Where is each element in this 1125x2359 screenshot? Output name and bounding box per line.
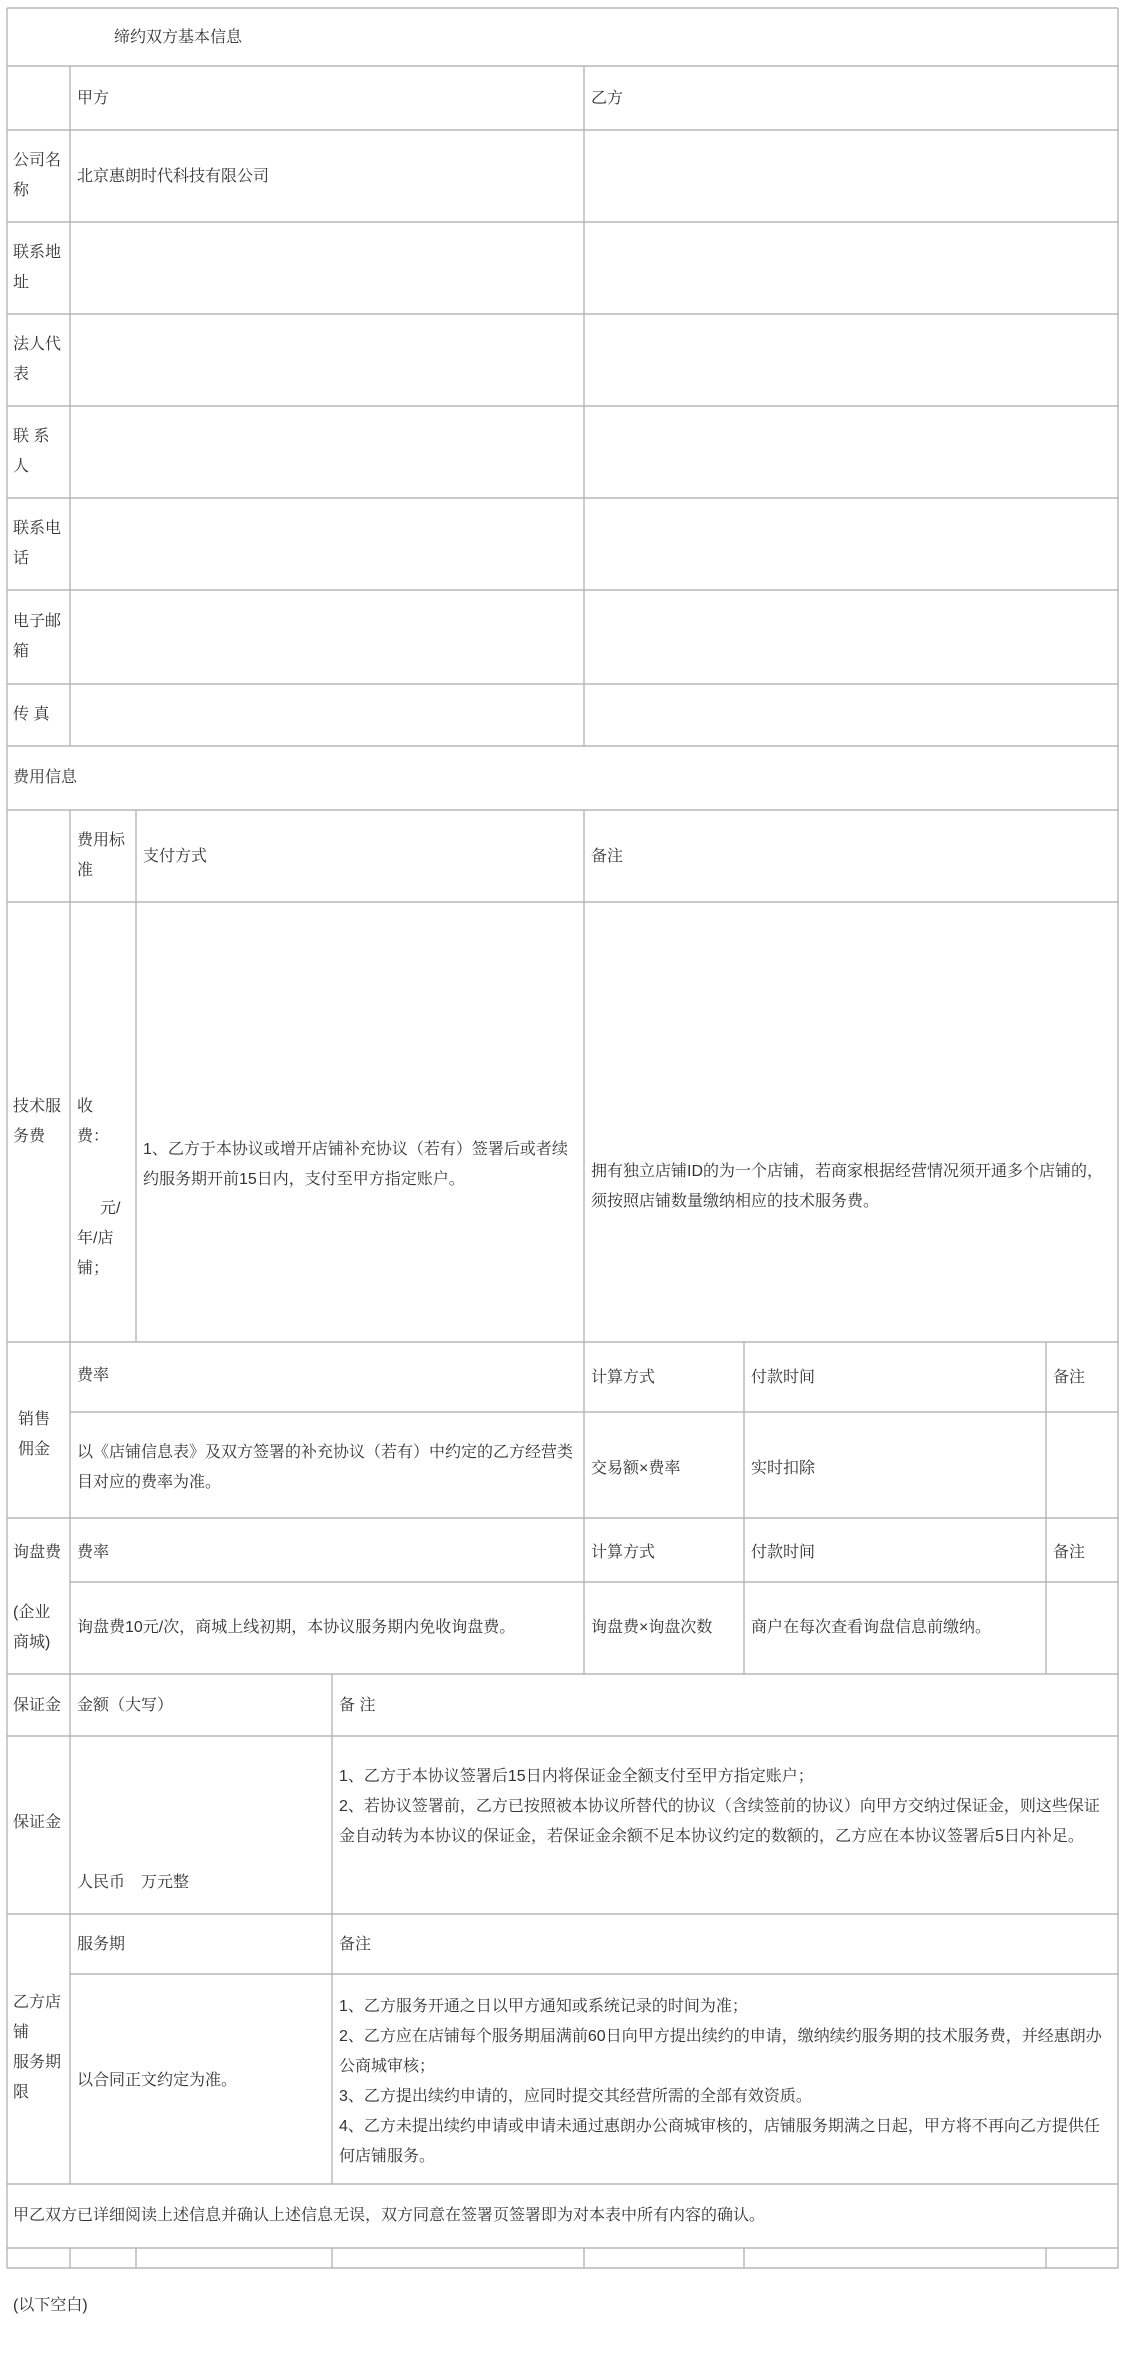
contact-person-label: 联 系 [13, 428, 50, 445]
service-term-label-3: 服务期 [13, 2054, 62, 2071]
footer-blank-note: (以下空白) [13, 2297, 88, 2314]
service-term-label: 乙方店 [13, 1994, 62, 2011]
fee-standard-header-2: 准 [77, 862, 94, 879]
inquiry-fee-label-2: (企业 [13, 1604, 51, 1621]
tech-service-standard-4: 年/店 [77, 1230, 114, 1247]
commission-time-header: 付款时间 [751, 1369, 816, 1386]
inquiry-remark-header: 备注 [1053, 1544, 1086, 1561]
email-label-2: 箱 [13, 643, 30, 660]
fax-label: 传 真 [13, 706, 50, 723]
inquiry-calc-header: 计算方式 [591, 1544, 656, 1561]
inquiry-calc: 询盘费×询盘次数 [591, 1619, 713, 1636]
service-remark-header: 备注 [339, 1936, 372, 1953]
tech-service-remark: 拥有独立店铺ID的为一个店铺，若商家根据经营情况须开通多个店铺的，须按照店铺数量缴纳相应的技术服务费。 [591, 1163, 1104, 1210]
deposit-amount-header: 金额（大写） [77, 1697, 174, 1714]
commission-calc: 交易额×费率 [591, 1460, 681, 1477]
service-term-label-4: 限 [13, 2084, 30, 2101]
legal-rep-label: 法人代 [13, 336, 62, 353]
address-label-2: 址 [13, 274, 30, 291]
address-label: 联系地 [13, 244, 62, 261]
payment-method-header: 支付方式 [143, 848, 208, 865]
deposit-label-2: 保证金 [13, 1814, 62, 1831]
tech-service-payment: 1、乙方于本协议或增开店铺补充协议（若有）签署后或者续约服务期开前15日内，支付至甲方指定账户。 [143, 1141, 568, 1188]
commission-label-2: 佣金 [18, 1441, 51, 1458]
party-b-header: 乙方 [591, 90, 624, 107]
deposit-amount: 人民币 万元整 [77, 1874, 190, 1891]
commission-calc-header: 计算方式 [591, 1369, 656, 1386]
service-remark-3: 3、乙方提出续约申请的，应同时提交其经营所需的全部有效资质。 [339, 2088, 812, 2105]
tech-service-standard-3: 元/ [100, 1200, 121, 1217]
service-period-header: 服务期 [77, 1936, 126, 1953]
inquiry-time: 商户在每次查看询盘信息前缴纳。 [751, 1619, 992, 1636]
commission-remark-header: 备注 [1053, 1369, 1086, 1386]
service-period: 以合同正文约定为准。 [77, 2072, 238, 2089]
tech-service-standard-5: 铺； [77, 1260, 110, 1277]
party-a-header: 甲方 [77, 90, 110, 107]
deposit-label: 保证金 [13, 1697, 62, 1714]
legal-rep-label-2: 表 [13, 366, 30, 383]
tech-service-standard-2: 费： [77, 1128, 110, 1145]
email-label: 电子邮 [13, 613, 62, 630]
party-a-company-name: 北京惠朗时代科技有限公司 [77, 168, 270, 185]
confirmation-text: 甲乙双方已详细阅读上述信息并确认上述信息无误，双方同意在签署页签署即为对本表中所有内容的确认。 [13, 2207, 766, 2224]
tech-service-label: 技术服 [13, 1098, 62, 1115]
tech-service-label-2: 务费 [13, 1128, 46, 1145]
commission-label: 销售 [18, 1411, 51, 1428]
inquiry-fee-label: 询盘费 [13, 1544, 62, 1561]
inquiry-rate-header: 费率 [77, 1544, 110, 1561]
service-remark-1: 1、乙方服务开通之日以甲方通知或系统记录的时间为准； [339, 1998, 748, 2015]
commission-rate-header: 费率 [77, 1367, 110, 1384]
commission-time: 实时扣除 [751, 1460, 816, 1477]
tech-service-standard: 收 [77, 1098, 94, 1115]
service-term-label-2: 铺 [13, 2024, 30, 2041]
fee-standard-header: 费用标 [77, 832, 126, 849]
company-name-label-2: 称 [13, 182, 30, 199]
contact-person-label-2: 人 [13, 458, 30, 475]
deposit-remark-2: 2、若协议签署前，乙方已按照被本协议所替代的协议（含续签前的协议）向甲方交纳过保证金，则这些保证金自动转为本协议的保证金，若保证金余额不足本协议约定的数额的，乙方应在本协议签署后5日内补足。 [339, 1798, 1100, 1845]
basic-info-heading: 缔约双方基本信息 [114, 29, 243, 46]
service-remark-4: 4、乙方未提出续约申请或申请未通过惠朗办公商城审核的，店铺服务期满之日起，甲方将不再向乙方提供任何店铺服务。 [339, 2118, 1100, 2165]
inquiry-fee-label-3: 商城) [13, 1634, 51, 1651]
fee-remark-header: 备注 [591, 848, 624, 865]
inquiry-rate: 询盘费10元/次，商城上线初期，本协议服务期内免收询盘费。 [77, 1619, 516, 1636]
phone-label-2: 话 [13, 550, 30, 567]
company-name-label: 公司名 [13, 152, 62, 169]
service-remark-2: 2、乙方应在店铺每个服务期届满前60日向甲方提出续约的申请，缴纳续约服务期的技术服务费，并经惠朗办公商城审核； [339, 2028, 1102, 2075]
deposit-remark-header: 备 注 [339, 1697, 376, 1714]
phone-label: 联系电 [13, 520, 62, 537]
inquiry-time-header: 付款时间 [751, 1544, 816, 1561]
commission-rate: 以《店铺信息表》及双方签署的补充协议（若有）中约定的乙方经营类目对应的费率为准。 [77, 1444, 574, 1491]
fees-heading: 费用信息 [13, 769, 78, 786]
deposit-remark-1: 1、乙方于本协议签署后15日内将保证金全额支付至甲方指定账户； [339, 1768, 814, 1785]
